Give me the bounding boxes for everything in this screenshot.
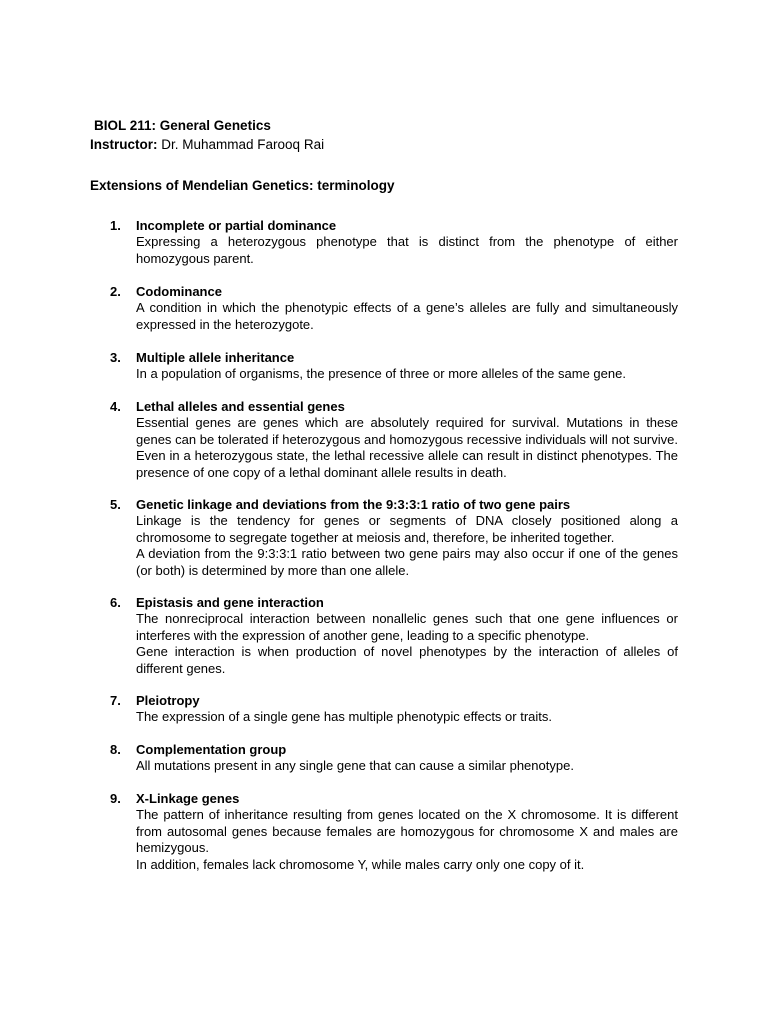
term-definition: Expressing a heterozygous phenotype that is distinct from the phenotype of either homozygous parent.	[136, 234, 678, 266]
instructor-line	[90, 136, 324, 154]
term-title: Lethal alleles and essential genes	[136, 399, 345, 414]
term-definition: A condition in which the phenotypic effects of a gene’s alleles are fully and simultaneously expressed in the heterozygote.	[136, 300, 678, 332]
term-number: 4.	[110, 399, 121, 414]
term-body	[136, 595, 678, 677]
term-number: 5.	[110, 497, 121, 512]
instructor-label: Instructor:	[90, 137, 158, 152]
term-title: Pleiotropy	[136, 693, 200, 708]
term-body	[136, 218, 678, 267]
term-title: Epistasis and gene interaction	[136, 595, 324, 610]
course-title: BIOL 211: General Genetics	[94, 118, 271, 133]
term-number: 3.	[110, 350, 121, 365]
term-body	[136, 497, 678, 579]
term-title: X-Linkage genes	[136, 791, 240, 806]
term-body	[136, 693, 678, 726]
term-title: Codominance	[136, 284, 222, 299]
term-body	[136, 284, 678, 333]
term-body	[136, 791, 678, 873]
term-number: 9.	[110, 791, 121, 806]
term-title: Genetic linkage and deviations from the 9:3:3:1 ratio of two gene pairs	[136, 497, 571, 512]
term-number: 8.	[110, 742, 121, 757]
term-definition: The expression of a single gene has multiple phenotypic effects or traits.	[136, 709, 552, 725]
term-title: Multiple allele inheritance	[136, 350, 295, 365]
term-definition: In a population of organisms, the presence of three or more alleles of the same gene.	[136, 366, 626, 382]
term-body	[136, 350, 678, 383]
term-definition: The nonreciprocal interaction between nonallelic genes such that one gene influences or interferes with the expression of another gene, leading to a specific phenotype.	[136, 611, 678, 643]
term-number: 1.	[110, 218, 121, 233]
term-title: Incomplete or partial dominance	[136, 218, 337, 233]
term-definition: The pattern of inheritance resulting from genes located on the X chromosome. It is different from autosomal genes because females are homozygous for chromosome X and males are hemizygous.	[136, 807, 678, 856]
term-number: 7.	[110, 693, 121, 708]
term-title: Complementation group	[136, 742, 287, 757]
term-definition: Gene interaction is when production of novel phenotypes by the interaction of alleles of different genes.	[136, 644, 678, 676]
term-body	[136, 742, 678, 775]
term-number: 6.	[110, 595, 121, 610]
term-body	[136, 399, 678, 481]
term-number: 2.	[110, 284, 121, 299]
term-definition: All mutations present in any single gene that can cause a similar phenotype.	[136, 758, 574, 774]
term-definition: In addition, females lack chromosome Y, while males carry only one copy of it.	[136, 856, 585, 872]
instructor-name: Dr. Muhammad Farooq Rai	[161, 137, 325, 152]
term-definition: A deviation from the 9:3:3:1 ratio between two gene pairs may also occur if one of the genes (or both) is determined by more than one allele.	[136, 546, 678, 578]
term-definition: Linkage is the tendency for genes or segments of DNA closely positioned along a chromosome to segregate together at meiosis and, therefore, be inherited together.	[136, 513, 678, 545]
term-definition: Essential genes are genes which are absolutely required for survival. Mutations in these genes can be tolerated if heterozygous and homozygous recessive individuals will not survive. Even in a heterozygous state, the lethal recessive allele can result in distinct phenotypes. The presence of one copy of a lethal dominant allele results in death.	[136, 415, 678, 480]
document-heading: Extensions of Mendelian Genetics: terminology	[90, 178, 395, 193]
